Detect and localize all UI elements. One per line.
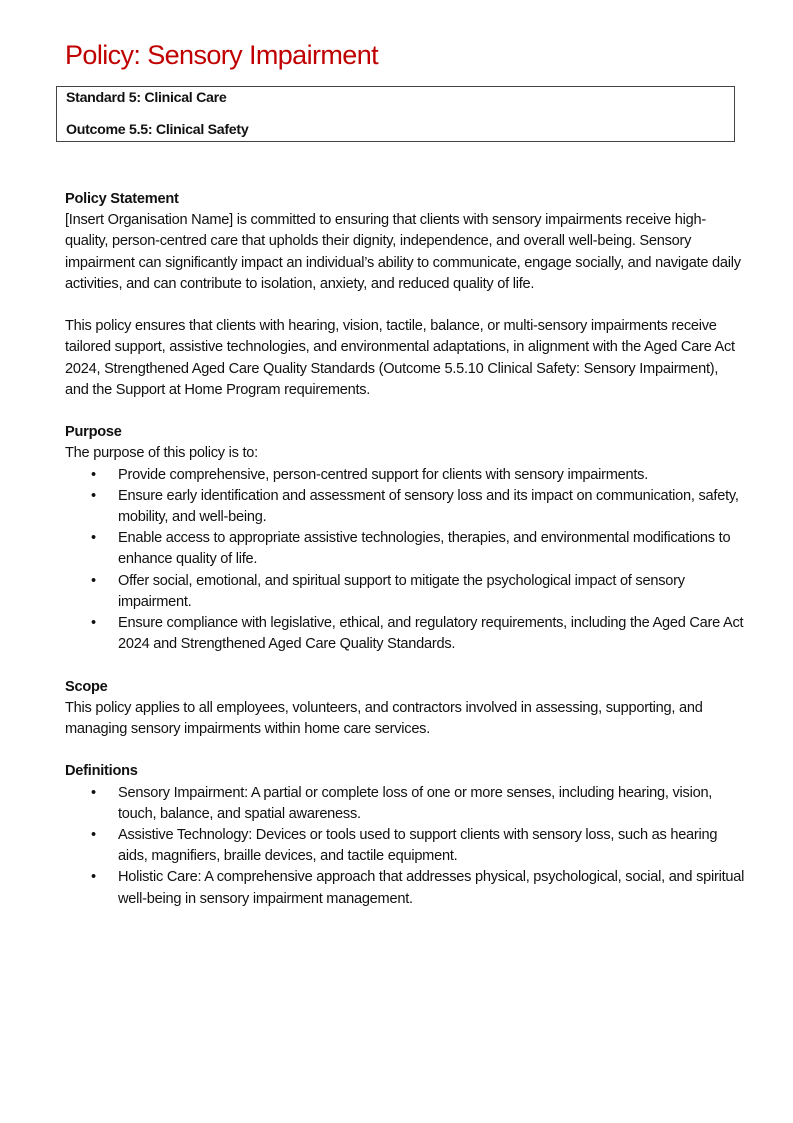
paragraph: [Insert Organisation Name] is committed to ensuring that clients with sensory impairments receive high-quality, person-centred care that upholds their dignity, independence, and overall well-being. Sensory impairment can significantly impact an individual’s ability to communicate, engage socially, and navigate daily activities, and can contribute to isolation, anxiety, and reduced quality of life. — [65, 212, 741, 292]
bullet-icon: • — [91, 487, 96, 504]
bullet-icon: • — [91, 466, 96, 483]
list-item: • Assistive Technology: Devices or tools used to support clients with sensory loss, such as hearing aids, magnifiers, braille devices, and tactile equipment. — [91, 827, 718, 865]
bullet-icon: • — [91, 572, 96, 589]
list-item: • Provide comprehensive, person-centred support for clients with sensory impairments. — [65, 465, 745, 486]
list-item: • Sensory Impairment: A partial or complete loss of one or more senses, including hearing, vision, touch, balance, and spatial awareness. — [91, 784, 713, 822]
list-item: • Enable access to appropriate assistive technologies, therapies, and environmental modifications to enhance quality of life. — [91, 530, 731, 568]
bullet-icon: • — [91, 827, 96, 844]
outcome-label: Outcome 5.5: Clinical Safety — [66, 122, 249, 138]
list-item: • Offer social, emotional, and spiritual support to mitigate the psychological impact of sensory impairment. — [91, 572, 685, 610]
standard-label: Standard 5: Clinical Care — [66, 90, 227, 106]
paragraph: This policy applies to all employees, volunteers, and contractors involved in assessing, supporting, and managing sensory impairments within home care services. — [65, 699, 703, 738]
list-item: • Ensure early identification and assessment of sensory loss and its impact on communication, safety, mobility, and well-being. — [91, 487, 739, 526]
bullet-icon: • — [91, 615, 96, 632]
bullet-icon: • — [91, 784, 96, 801]
document-body — [65, 189, 745, 910]
standard-outcome-box — [56, 86, 735, 142]
purpose-intro: The purpose of this policy is to: — [65, 445, 258, 462]
bullet-icon: • — [91, 869, 96, 886]
paragraph: This policy ensures that clients with hearing, vision, tactile, balance, or multi-sensory impairments receive tailored support, assistive technologies, and environmental adaptations, in alignment with the Aged Care Act 2024, Strengthened Aged Care Quality Standards (Outcome 5.5.10 Clinical Safety: Sensory Impairment), and the Support at Home Program requirements. — [65, 318, 735, 398]
section-definitions — [65, 761, 745, 909]
section-heading: Definitions — [65, 763, 138, 780]
document-title: Policy: Sensory Impairment — [65, 40, 379, 70]
list-item: • Holistic Care: A comprehensive approach that addresses physical, psychological, social, and spiritual well-being in sensory impairment management. — [91, 869, 745, 907]
definitions-list — [65, 783, 745, 910]
section-heading: Purpose — [65, 424, 122, 441]
section-scope — [65, 677, 745, 741]
section-heading: Scope — [65, 678, 108, 695]
section-heading: Policy Statement — [65, 191, 179, 207]
purpose-list — [65, 465, 745, 656]
bullet-icon: • — [91, 530, 96, 547]
list-item: • Ensure compliance with legislative, ethical, and regulatory requirements, including the Aged Care Act 2024 and Strengthened Aged Care Quality Standards. — [91, 615, 744, 653]
section-purpose — [65, 422, 745, 655]
section-policy-statement — [65, 189, 745, 401]
